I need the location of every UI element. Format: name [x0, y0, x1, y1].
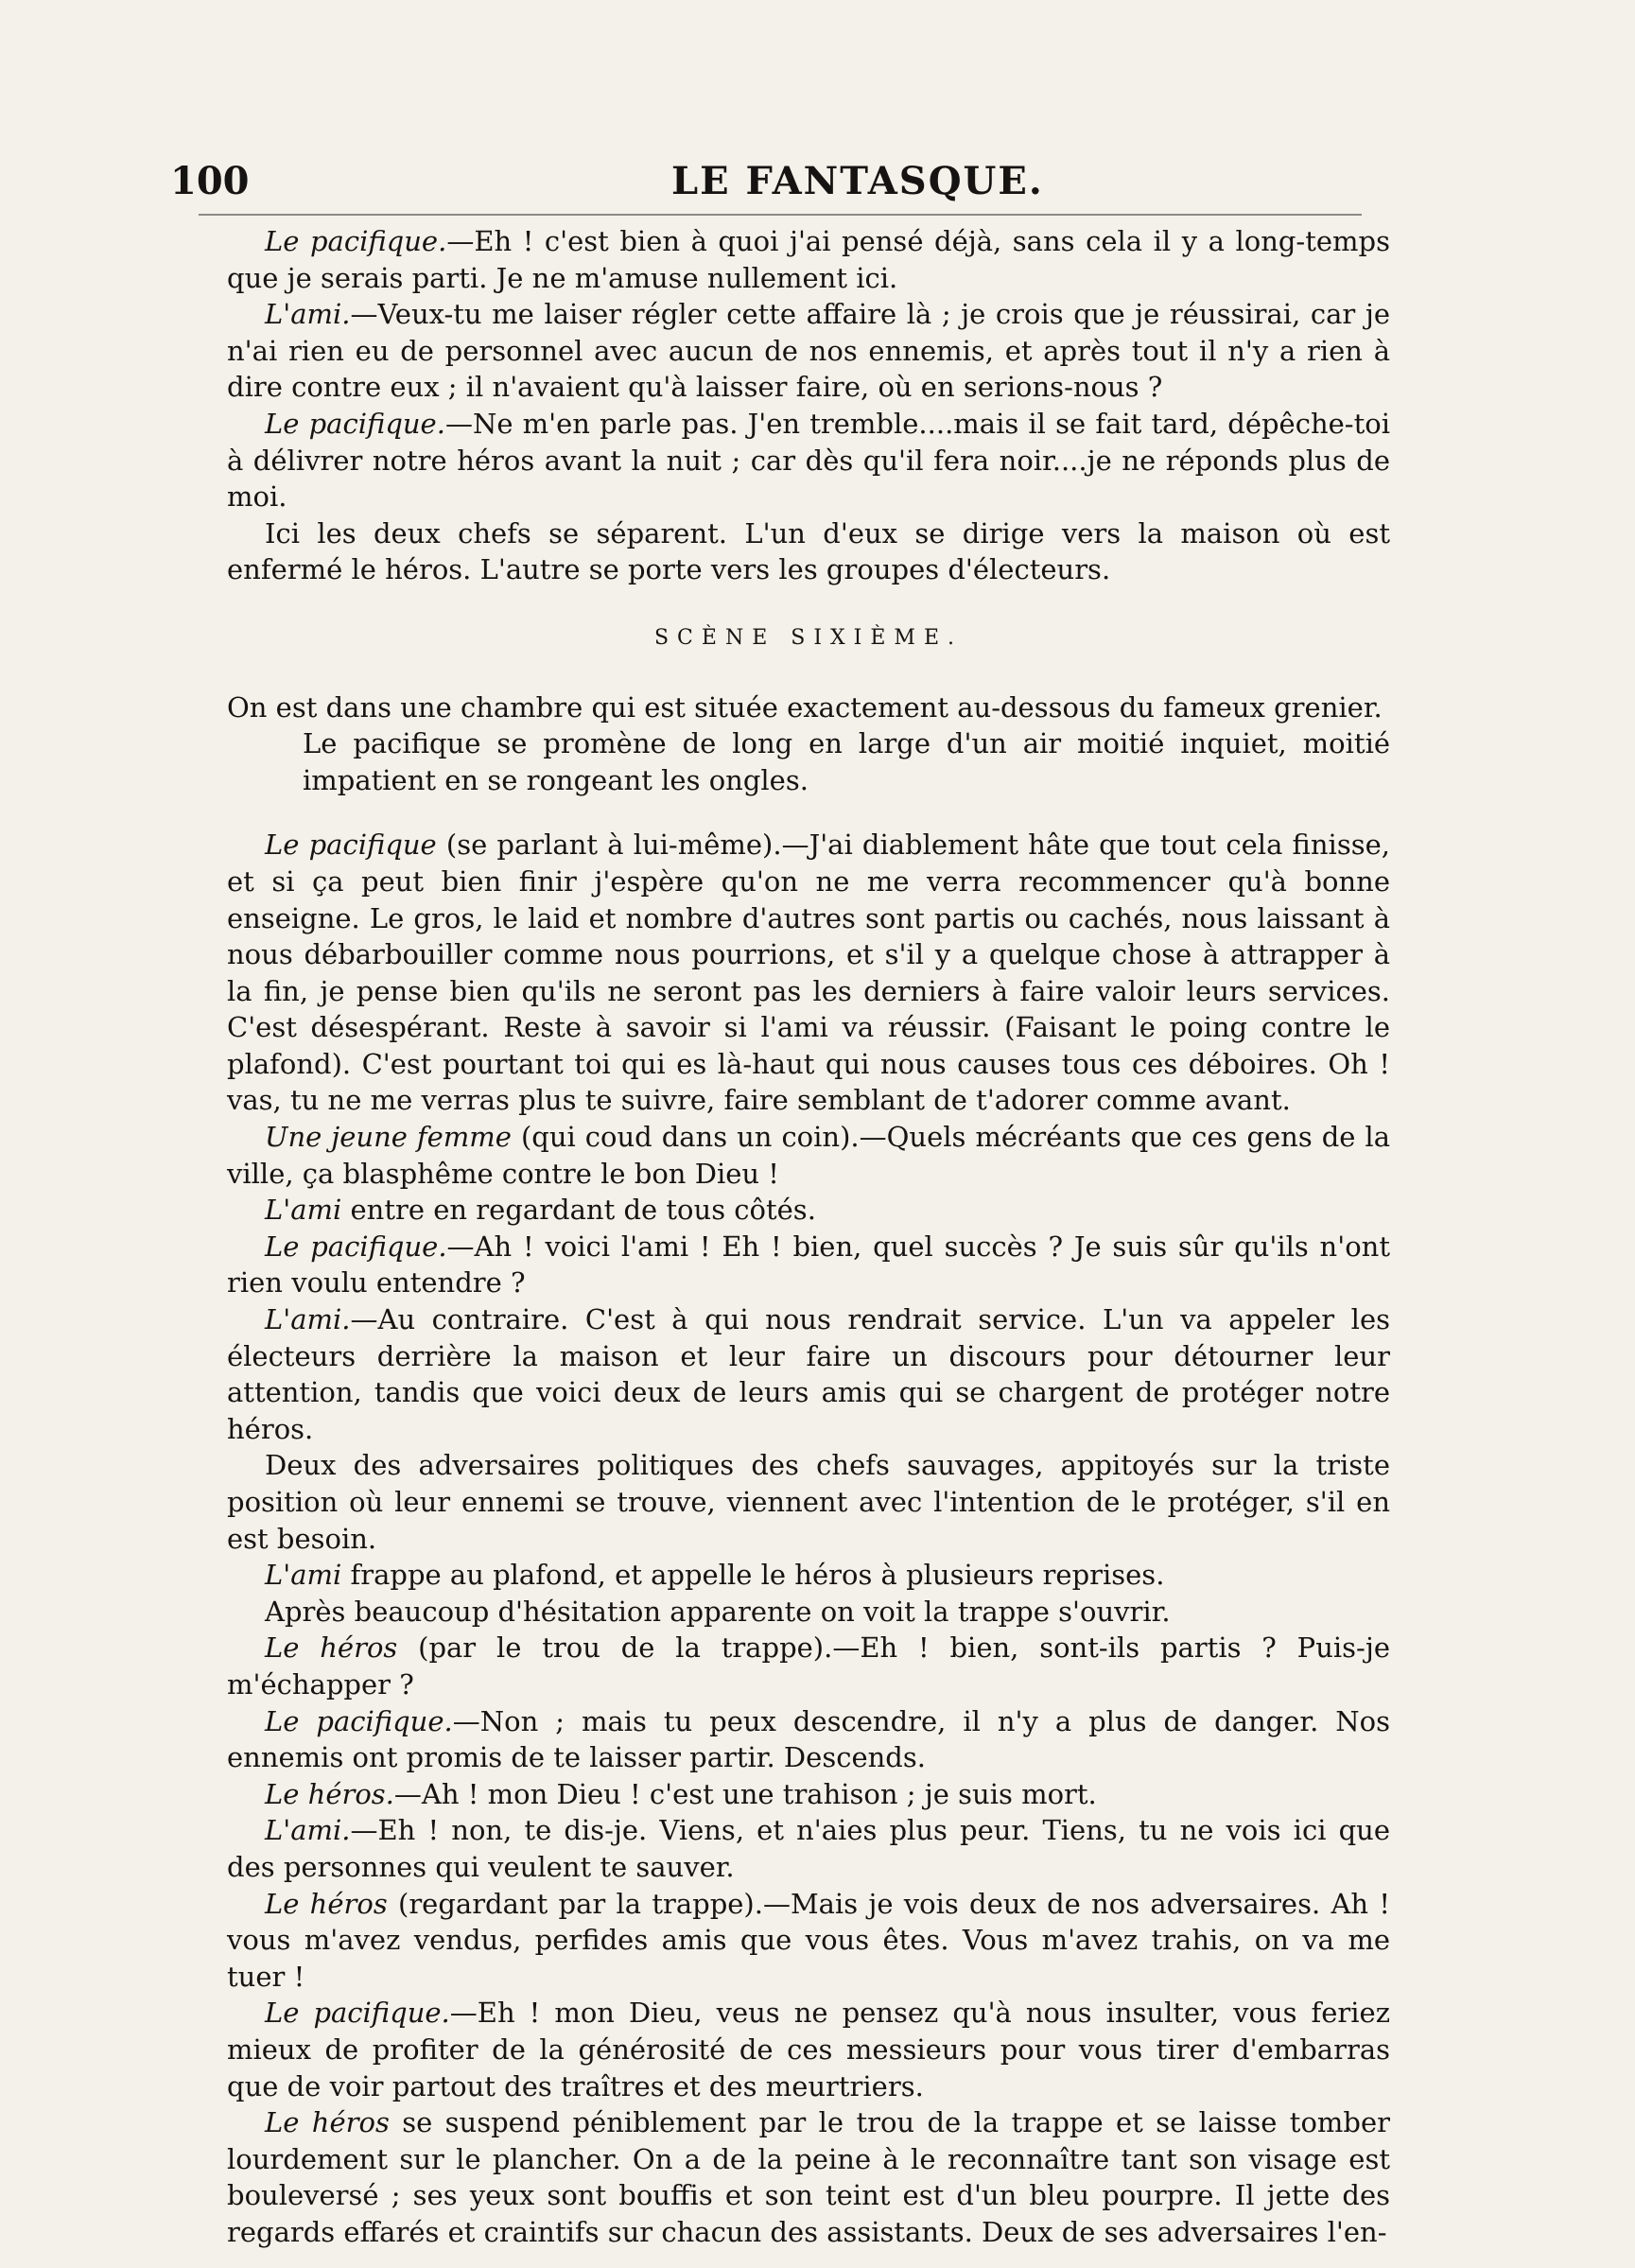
speaker: Le héros [265, 1887, 388, 1920]
dialogue-paragraph: Le héros.—Ah ! mon Dieu ! c'est une trahison ; je suis mort. [265, 1777, 1097, 1810]
speaker: Le héros. [265, 1777, 394, 1810]
page-header [170, 159, 1390, 212]
speaker: Une jeune femme [265, 1121, 512, 1154]
page-body [227, 223, 1390, 2250]
dialogue-paragraph: Le pacifique.—Ah ! voici l'ami ! Eh ! bien, quel succès ? Je suis sûr qu'ils n'ont rien voulu entendre ? [227, 1230, 1390, 1300]
header-rule [199, 214, 1362, 216]
speaker: L'ami. [265, 1814, 351, 1847]
speaker: Le héros [265, 1631, 398, 1665]
stage-direction: On est dans une chambre qui est située exactement au-dessous du fameux grenier. Le pacifique se promène de long en large d'un air moitié inquiet, moitié impatient en se rongeant les ongles. [227, 690, 1390, 796]
dialogue-paragraph: L'ami entre en regardant de tous côtés. [265, 1194, 816, 1227]
narrative-paragraph: Deux des adversaires politiques des chefs sauvages, appitoyés sur la triste position où leur ennemi se trouve, viennent avec l'intention de le protéger, s'il en est besoin. [227, 1449, 1390, 1555]
page-number: 100 [170, 159, 250, 203]
speaker: Le héros [265, 2106, 390, 2139]
dialogue-paragraph: L'ami.—Veux-tu me laiser régler cette affaire là ; je crois que je réussirai, car je n'ai rien eu de personnel avec aucun de nos ennemis, et après tout il n'y a rien à dire contre eux ; il n'avaient qu'à laisser faire, où en serions-nous ? [227, 298, 1390, 404]
speaker: Le pacifique. [265, 1997, 450, 2030]
dialogue-paragraph: Le pacifique.—Non ; mais tu peux descendre, il n'y a plus de danger. Nos ennemis ont promis de te laisser partir. Descends. [227, 1704, 1390, 1774]
dialogue-paragraph: Le héros se suspend péniblement par le trou de la trappe et se laisse tomber lourdement sur le plancher. On a de la peine à le reconnaître tant son visage est bouleversé ; ses yeux sont bouffis et son teint est d'un bleu pourpre. Il jette des regards effarés et craintifs sur chacun des assistants. Deux de ses adversaires l'en- [227, 2106, 1391, 2248]
dialogue-paragraph: Le pacifique.—Eh ! mon Dieu, veus ne pensez qu'à nous insulter, vous feriez mieux de profiter de la générosité de ces messieurs pour vous tirer d'embarras que de voir partout des traîtres et des meurtriers. [227, 1997, 1390, 2102]
dialogue-paragraph: Le héros (par le trou de la trappe).—Eh ! bien, sont-ils partis ? Puis-je m'échapper ? [227, 1631, 1390, 1701]
speaker: L'ami [265, 1559, 342, 1592]
dialogue-paragraph: L'ami frappe au plafond, et appelle le héros à plusieurs reprises. [265, 1559, 1165, 1592]
dialogue-paragraph: Le héros (regardant par la trappe).—Mais je vois deux de nos adversaires. Ah ! vous m'avez vendus, perfides amis que vous êtes. Vous m'avez trahis, on va me tuer ! [227, 1887, 1390, 1993]
dialogue-paragraph: L'ami.—Eh ! non, te dis-je. Viens, et n'aies plus peur. Tiens, tu ne vois ici que des personnes qui veulent te sauver. [227, 1814, 1390, 1883]
speaker: L'ami [265, 1194, 342, 1227]
dialogue-paragraph: Le pacifique (se parlant à lui-même).—J'ai diablement hâte que tout cela finisse, et si ça peut bien finir j'espère qu'on ne me verra recommencer qu'à bonne enseigne. Le gros, le laid et nombre d'autres sont partis ou cachés, nous laissant à nous débarbouiller comme nous pourrions, et s'il y a quelque chose à attrapper à la fin, je pense bien qu'ils ne seront pas les derniers à faire valoir leurs services. C'est désespérant. Reste à savoir si l'ami va réussir. (Faisant le poing contre le plafond). C'est pourtant toi qui es là-haut qui nous causes tous ces déboires. Oh ! vas, tu ne me verras plus te suivre, faire semblant de t'adorer comme avant. [227, 829, 1390, 1117]
scene-heading: SCÈNE SIXIÈME. [653, 625, 964, 650]
dialogue-paragraph: Une jeune femme (qui coud dans un coin).—Quels mécréants que ces gens de la ville, ça blasphême contre le bon Dieu ! [227, 1121, 1390, 1190]
narrative-paragraph: Ici les deux chefs se séparent. L'un d'eux se dirige vers la maison où est enfermé le héros. L'autre se porte vers les groupes d'électeurs. [227, 516, 1390, 586]
speaker: Le pacifique. [265, 407, 445, 440]
dialogue-paragraph: L'ami.—Au contraire. C'est à qui nous rendrait service. L'un va appeler les électeurs derrière la maison et leur faire un discours pour détourner leur attention, tandis que voici deux de leurs amis qui se chargent de protéger notre héros. [227, 1303, 1390, 1445]
speaker: Le pacifique. [265, 1230, 447, 1263]
dialogue-paragraph: Le pacifique.—Eh ! c'est bien à quoi j'ai pensé déjà, sans cela il y a long-temps que je serais parti. Je ne m'amuse nullement ici. [227, 225, 1390, 294]
narrative-paragraph: Après beaucoup d'hésitation apparente on voit la trappe s'ouvrir. [265, 1595, 1171, 1628]
running-title: LE FANTASQUE. [671, 159, 1044, 203]
speaker: Le pacifique [265, 829, 437, 862]
speaker: Le pacifique. [265, 1704, 453, 1737]
speaker: L'ami. [265, 298, 351, 331]
dialogue-paragraph: Le pacifique.—Ne m'en parle pas. J'en tremble....mais il se fait tard, dépêche-toi à délivrer notre héros avant la nuit ; car dès qu'il fera noir....je ne réponds plus de moi. [227, 407, 1390, 514]
speaker: L'ami. [265, 1303, 351, 1336]
speaker: Le pacifique. [265, 225, 447, 257]
